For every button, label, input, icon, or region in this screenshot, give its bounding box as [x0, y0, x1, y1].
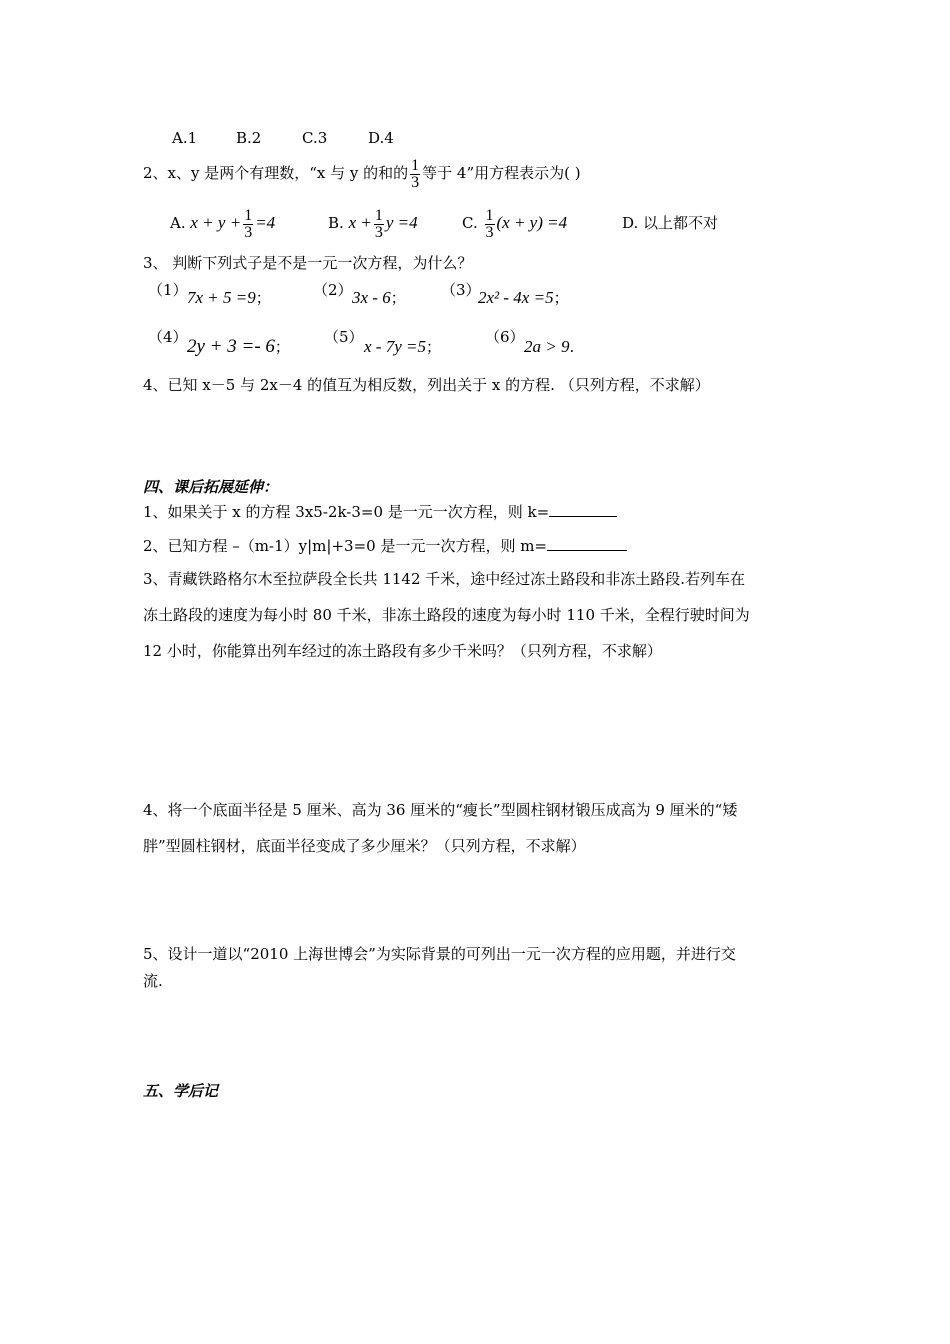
q2-option-a-label: A. [170, 214, 186, 232]
q3-item-2 [352, 288, 406, 308]
section4-p3-line3: 12 小时，你能算出列车经过的冻土路段有多少千米吗？（只列方程，不求解） [143, 642, 662, 660]
section5-heading: 五、学后记 [143, 1082, 219, 1100]
q3-item-2-label: （2） [313, 281, 353, 299]
frac-num: 1 [485, 206, 494, 224]
q2-option-c-expr: (x + y) =4 [496, 213, 568, 232]
q3-item-3-expr: 2x² - 4x =5 [478, 288, 554, 307]
section4-heading: 四、课后拓展延伸： [143, 478, 279, 496]
q1-option-d: D.4 [368, 129, 394, 147]
q3-item-5-expr: x - 7y =5 [364, 337, 426, 356]
section4-p4-line1: 4、将一个底面半径是 5 厘米、高为 36 厘米的“瘦长”型圆柱钢材锻压成高为 9 厘米的“矮 [143, 801, 738, 819]
section4-p3-line1: 3、青藏铁路格尔木至拉萨段全长共 1142 千米，途中经过冻土路段和非冻土路段.若列车在 [143, 570, 746, 588]
q3-item-4-label: （4） [148, 328, 188, 346]
q3-item-3-tail: ； [553, 289, 569, 307]
q2-option-c-fraction [485, 208, 495, 241]
q3-item-1-label: （1） [148, 281, 188, 299]
section4-p2-text: 2、已知方程 –（m-1）y|m|+3=0 是一元一次方程，则 m= [143, 537, 548, 555]
q1-option-c: C.3 [302, 129, 328, 147]
q3-item-1-tail: ； [255, 289, 271, 307]
k-answer-blank[interactable] [549, 501, 617, 517]
q3-item-3 [478, 288, 569, 308]
q3-item-5 [364, 337, 441, 357]
q2-option-a [170, 202, 275, 244]
frac-den: 3 [485, 223, 494, 241]
q3-item-2-tail: ； [390, 289, 406, 307]
frac-den: 3 [244, 223, 253, 241]
q3-item-5-tail: ； [425, 338, 441, 356]
q3-item-6-tail: . [569, 338, 575, 356]
section4-p1-text: 1、如果关于 x 的方程 3x5-2k-3=0 是一元一次方程，则 k= [143, 503, 550, 521]
q2-stem [143, 152, 581, 194]
q2-option-c-label: C. [462, 214, 478, 232]
q2-option-a-expr-tail: =4 [255, 213, 276, 232]
q3-item-4 [187, 337, 290, 357]
q3-item-6-expr: 2a > 9 [524, 337, 570, 356]
section4-p4-line2: 胖”型圆柱钢材，底面半径变成了多少厘米？（只列方程，不求解） [143, 837, 586, 855]
frac-den: 3 [374, 223, 383, 241]
q2-option-b-fraction [374, 208, 384, 241]
q2-option-b-expr-tail: y =4 [385, 213, 418, 232]
q2-stem-frac-num: 1 [411, 156, 420, 174]
q4-text: 4、已知 x－5 与 2x－4 的值互为相反数，列出关于 x 的方程. （只列方程，不求解） [143, 376, 710, 394]
q3-item-6 [524, 337, 574, 357]
q2-stem-post: 等于 4”用方程表示为( ) [422, 164, 581, 182]
frac-num: 1 [244, 206, 253, 224]
q3-item-3-label: （3） [441, 281, 481, 299]
q3-item-4-expr: 2y + 3 =- 6 [187, 336, 275, 357]
q2-stem-fraction [410, 158, 420, 191]
frac-num: 1 [374, 206, 383, 224]
q2-option-b [328, 202, 418, 244]
section4-p3-line2: 冻土路段的速度为每小时 80 千米，非冻土路段的速度为每小时 110 千米，全程行驶时间为 [143, 606, 750, 624]
section4-p5-line1: 5、设计一道以“2010 上海世博会”为实际背景的可列出一元一次方程的应用题，并进行交 [143, 945, 736, 963]
q3-item-2-expr: 3x - 6 [352, 288, 391, 307]
q2-option-b-label: B. [328, 214, 344, 232]
q2-option-a-expr: x + y + [190, 213, 242, 232]
q2-stem-pre: 2、x、y 是两个有理数，“x 与 y 的和的 [143, 164, 409, 182]
m-answer-blank[interactable] [547, 535, 627, 551]
q2-option-d: D. 以上都不对 [622, 214, 719, 232]
q3-item-5-label: （5） [324, 328, 364, 346]
section4-p5-line2: 流. [143, 972, 163, 990]
section4-p1 [143, 501, 617, 522]
q1-option-b: B.2 [236, 129, 262, 147]
q2-option-c [462, 202, 567, 244]
q3-item-6-label: （6） [485, 328, 525, 346]
q2-option-a-fraction [243, 208, 253, 241]
q2-option-b-expr: x + [348, 213, 372, 232]
q3-stem: 3、 判断下列式子是不是一元一次方程，为什么？ [143, 254, 473, 272]
section4-p2 [143, 535, 627, 556]
q3-item-1 [187, 288, 271, 308]
q2-stem-frac-den: 3 [411, 173, 420, 191]
q3-item-1-expr: 7x + 5 =9 [187, 288, 256, 307]
q1-option-a: A.1 [172, 129, 198, 147]
q3-item-4-tail: ； [274, 338, 290, 356]
